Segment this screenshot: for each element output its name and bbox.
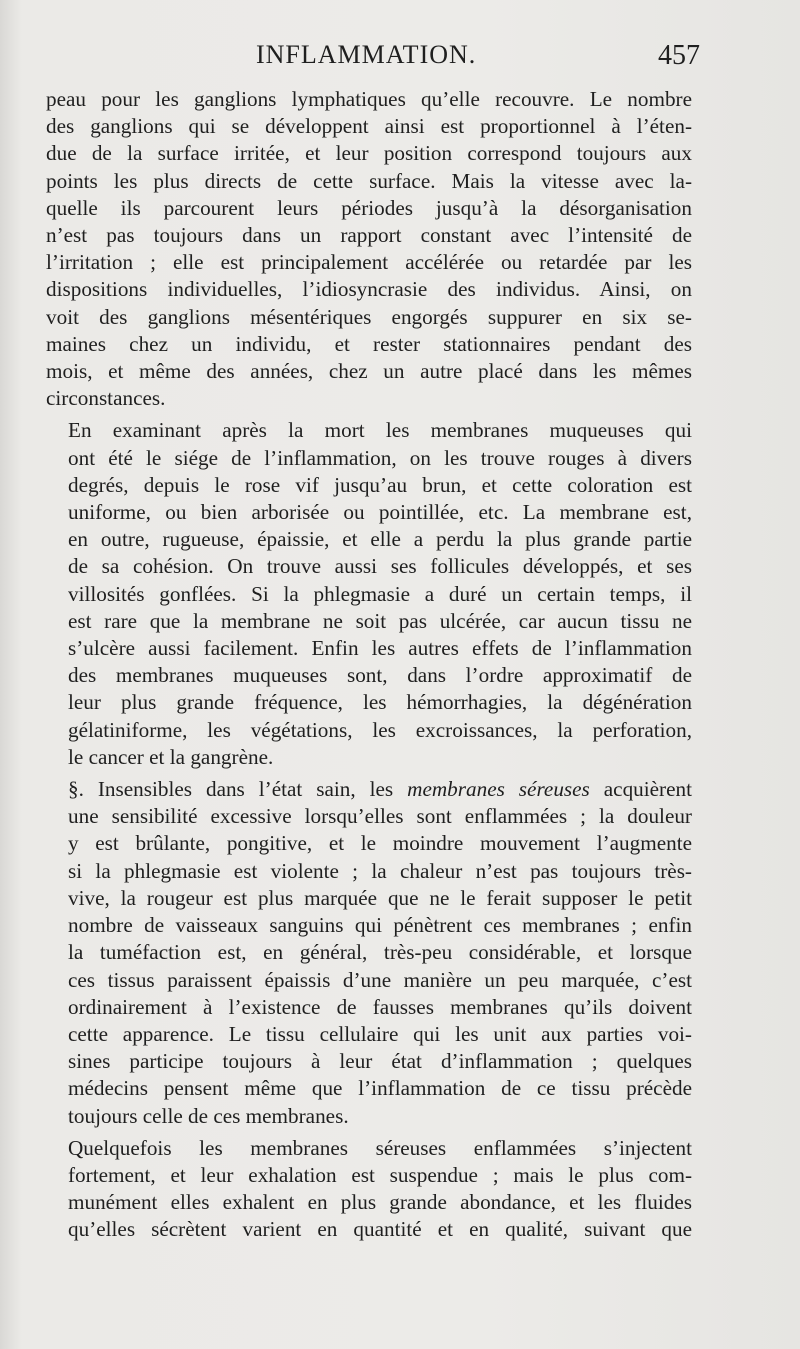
text-line: gélatiniforme, les végétations, les excroissances, la perforation, <box>68 717 692 742</box>
text-line: en outre, rugueuse, épaissie, et elle a perdu la plus grande partie <box>68 527 692 552</box>
text-line: la tuméfaction est, en général, très-peu considérable, et lorsque <box>68 940 692 965</box>
text-line: maines chez un individu, et rester stationnaires pendant des <box>46 331 692 356</box>
text-line: Quelquefois les membranes séreuses enflammées s’injectent <box>68 1135 692 1160</box>
text-run: acquièrent <box>589 777 693 802</box>
text-line: ordinairement à l’existence de fausses membranes qu’ils doivent <box>68 994 692 1019</box>
text-line: des ganglions qui se développent ainsi est proportionnel à l’éten- <box>46 114 692 139</box>
text-line: est rare que la membrane ne soit pas ulcérée, car aucun tissu ne <box>68 608 692 633</box>
text-line: due de la surface irritée, et leur position correspond toujours aux <box>46 141 692 166</box>
body-text <box>46 86 692 1244</box>
page-number: 457 <box>658 40 700 71</box>
page-header <box>46 40 700 80</box>
text-line: voit des ganglions mésentériques engorgés suppurer en six se- <box>46 304 692 329</box>
text-line: vive, la rougeur est plus marquée que ne le ferait supposer le petit <box>68 885 692 910</box>
text-line: leur plus grande fréquence, les hémorrhagies, la dégénération <box>68 690 692 715</box>
text-run: §. Insensibles dans l’état sain, les <box>68 777 408 802</box>
paragraph-1 <box>46 86 692 412</box>
text-line: cette apparence. Le tissu cellulaire qui les unit aux parties voi- <box>68 1021 692 1046</box>
text-line: degrés, depuis le rose vif jusqu’au brun, et cette coloration est <box>68 472 692 497</box>
text-line: points les plus directs de cette surface. Mais la vitesse avec la- <box>46 168 692 193</box>
text-line: l’irritation ; elle est principalement accélérée ou retardée par les <box>46 250 692 275</box>
running-title: INFLAMMATION. <box>256 40 477 69</box>
paragraph-2 <box>46 417 692 771</box>
text-line: circonstances. <box>46 386 166 411</box>
text-line: sines participe toujours à leur état d’inflammation ; quelques <box>68 1049 692 1074</box>
text-line: de sa cohésion. On trouve aussi ses follicules développés, et ses <box>68 554 692 579</box>
text-line: toujours celle de ces membranes. <box>68 1103 349 1128</box>
text-line: n’est pas toujours dans un rapport constant avec l’intensité de <box>46 223 692 248</box>
text-line: quelle ils parcourent leurs périodes jusqu’à la désorganisation <box>46 195 692 220</box>
text-line: ces tissus paraissent épaissis d’une manière un peu marquée, c’est <box>68 967 692 992</box>
text-line: si la phlegmasie est violente ; la chaleur n’est pas toujours très- <box>68 858 692 883</box>
text-line: médecins pensent même que l’inflammation de ce tissu précède <box>68 1076 692 1101</box>
text-line: une sensibilité excessive lorsqu’elles sont enflammées ; la douleur <box>68 804 692 829</box>
text-line: peau pour les ganglions lymphatiques qu’elle recouvre. Le nombre <box>46 87 692 111</box>
text-line: villosités gonflées. Si la phlegmasie a duré un certain temps, il <box>68 581 692 606</box>
text-line: fortement, et leur exhalation est suspendue ; mais le plus com- <box>68 1162 692 1187</box>
text-line: qu’elles sécrètent varient en quantité et en qualité, suivant que <box>68 1217 692 1242</box>
paragraph-3 <box>46 776 692 1130</box>
text-line: nombre de vaisseaux sanguins qui pénètrent ces membranes ; enfin <box>68 913 692 938</box>
text-line: des membranes muqueuses sont, dans l’ordre approximatif de <box>68 663 692 688</box>
text-line: dispositions individuelles, l’idiosyncrasie des individus. Ainsi, on <box>46 277 692 302</box>
text-line: En examinant après la mort les membranes muqueuses qui <box>68 418 692 443</box>
text-line: le cancer et la gangrène. <box>68 744 274 769</box>
paragraph-4 <box>46 1135 692 1244</box>
text-line <box>46 776 692 803</box>
text-line: mois, et même des années, chez un autre placé dans les mêmes <box>46 359 692 384</box>
text-line: ont été le siége de l’inflammation, on les trouve rouges à divers <box>68 445 692 470</box>
text-line: y est brûlante, pongitive, et le moindre mouvement l’augmente <box>68 831 692 856</box>
text-line: munément elles exhalent en plus grande abondance, et les fluides <box>68 1190 692 1215</box>
text-line: s’ulcère aussi facilement. Enfin les autres effets de l’inflammation <box>68 636 692 661</box>
text-line: uniforme, ou bien arborisée ou pointillée, etc. La membrane est, <box>68 500 692 525</box>
italic-term: membranes séreuses <box>407 777 590 802</box>
